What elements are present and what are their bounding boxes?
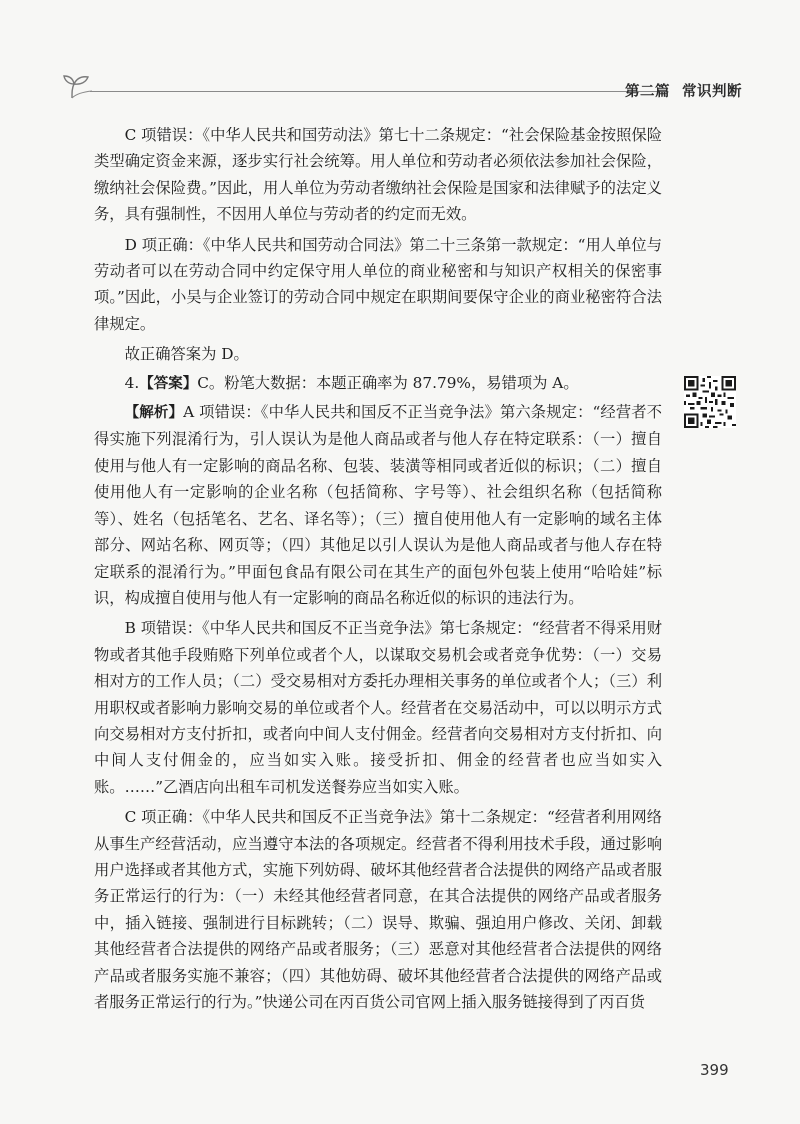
header-title-text: 常识判断 [682, 84, 742, 100]
analysis-text: A 项错误：《中华人民共和国反不正当竞争法》第六条规定：“经营者不得实施下列混淆行为，引人误认为是他人商品或者与他人存在特定联系：（一）擅自使用与他人有一定影响的商品名称、包装、装潢等相同或者近似的标识；（二）擅自使用他人有一定影响的企业名称（包括简称、字号等）、社会组织名称（包括简称等）、姓名（包括笔名、艺名、译名等）；（三）擅自使用他人有一定影响的域名主体部分、网站名称、网页等；（四）其他足以引人误认为是他人商品或者与他人存在特定联系的混淆行为。”甲面包食品有限公司在其生产的面包外包装上使用“哈哈娃”标识，构成擅自使用与他人有一定影响的商品名称近似的标识的违法行为。 [94, 403, 662, 607]
answer-bracket: 【答案】 [139, 375, 198, 392]
answer-number: 4. [124, 373, 140, 392]
paragraph-b-wrong: B 项错误：《中华人民共和国反不正当竞争法》第七条规定：“经营者不得采用财物或者其他手段贿赂下列单位或者个人，以谋取交易机会或者竞争优势：（一）交易相对方的工作人员；（二）受交易相对方委托办理相关事务的单位或者个人；（三）利用职权或者影响力影响交易的单位或者个人。经营者在交易活动中，可以以明示方式向交易相对方支付折扣，或者向中间人支付佣金。经营者向交易相对方支付折扣、向中间人支付佣金的，应当如实入账。接受折扣、佣金的经营者也应当如实入账。……”乙酒店向出租车司机发送餐券应当如实入账。 [94, 619, 662, 796]
analysis-bracket: 【解析】 [124, 405, 184, 422]
page-number: 399 [700, 1061, 729, 1079]
page-body [94, 122, 662, 1019]
header-title [625, 80, 742, 101]
sprout-icon [62, 72, 96, 100]
answer-line [94, 370, 662, 397]
answer-text: C。粉笔大数据：本题正确率为 87.79%，易错项为 A。 [197, 373, 579, 392]
page-header [62, 72, 742, 102]
qr-code-icon[interactable] [684, 376, 736, 428]
paragraph-c-correct: C 项正确：《中华人民共和国反不正当竞争法》第十二条规定：“经营者利用网络从事生产经营活动，应当遵守本法的各项规定。经营者不得利用技术手段，通过影响用户选择或者其他方式，实施下列妨碍、破坏其他经营者合法提供的网络产品或者服务正常运行的行为：（一）未经其他经营者同意，在其合法提供的网络产品或者服务中，插入链接、强制进行目标跳转；（二）误导、欺骗、强迫用户修改、关闭、卸载其他经营者合法提供的网络产品或者服务；（三）恶意对其他经营者合法提供的网络产品或者服务实施不兼容；（四）其他妨碍、破坏其他经营者合法提供的网络产品或者服务正常运行的行为。”快递公司在丙百货公司官网上插入服务链接得到了丙百货 [94, 808, 662, 1011]
header-rule [90, 91, 660, 92]
paragraph-d-correct: D 项正确：《中华人民共和国劳动合同法》第二十三条第一款规定：“用人单位与劳动者可以在劳动合同中约定保守用人单位的商业秘密和与知识产权相关的保密事项。”因此，小吴与企业签订的劳动合同中规定在职期间要保守企业的商业秘密符合法律规定。 [94, 235, 662, 333]
header-section: 第二篇 [625, 84, 670, 100]
paragraph-c-wrong: C 项错误：《中华人民共和国劳动法》第七十二条规定：“社会保险基金按照保险类型确定资金来源，逐步实行社会统筹。用人单位和劳动者必须依法参加社会保险，缴纳社会保险费。”因此，用人单位为劳动者缴纳社会保险是国家和法律赋予的法定义务，具有强制性，不因用人单位与劳动者的约定而无效。 [94, 126, 662, 224]
analysis-paragraph [94, 399, 662, 611]
paragraph-answer-d: 故正确答案为 D。 [124, 345, 249, 364]
